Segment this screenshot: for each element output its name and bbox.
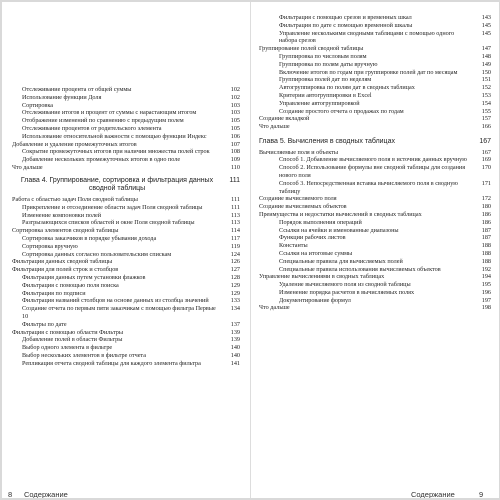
toc-entry-title: Управление автогруппировкой xyxy=(279,99,360,107)
toc-entry-page: 134 xyxy=(230,305,240,313)
toc-entry-page: 166 xyxy=(481,123,491,131)
toc-entry-title: Группировка полей дат по неделям xyxy=(279,76,372,84)
toc-entry-page: 139 xyxy=(230,328,240,336)
toc-entry[interactable] xyxy=(12,86,240,94)
toc-entry-title: Специальные правила использования вычисляемых объектов xyxy=(279,265,441,273)
toc-entry-page: 195 xyxy=(481,281,491,289)
toc-entry-page: 170 xyxy=(481,164,491,172)
chapter-title: Глава 5. Вычисления в сводных таблицах xyxy=(259,137,395,145)
toc-entry[interactable] xyxy=(12,141,240,149)
toc-entry[interactable] xyxy=(259,242,491,250)
toc-entry[interactable] xyxy=(259,61,491,69)
toc-entry[interactable] xyxy=(259,76,491,84)
toc-entry-page: 171 xyxy=(481,179,491,187)
toc-entry-title: Фильтрация названий столбцов на основе данных из столбца значений xyxy=(22,297,209,305)
toc-entry-title: Сокрытие промежуточных итогов при наличии множества полей строк xyxy=(22,148,210,156)
toc-entry-page: 141 xyxy=(230,359,240,367)
toc-entry[interactable] xyxy=(12,258,240,266)
toc-entry[interactable] xyxy=(259,115,491,123)
toc-entry[interactable] xyxy=(12,109,240,117)
toc-entry[interactable] xyxy=(259,289,491,297)
toc-entry-page: 188 xyxy=(481,257,491,265)
toc-entry-title: Группирование полей сводной таблицы xyxy=(259,45,364,53)
toc-entry[interactable] xyxy=(12,235,240,243)
toc-entry-page: 143 xyxy=(481,14,491,21)
toc-entry[interactable] xyxy=(12,204,240,212)
toc-entry[interactable] xyxy=(12,336,240,344)
toc-entry-page: 102 xyxy=(230,93,240,101)
toc-entry-page: 140 xyxy=(230,351,240,359)
toc-entry-page: 103 xyxy=(230,109,240,117)
toc-entry[interactable] xyxy=(12,164,240,172)
toc-entry[interactable] xyxy=(259,211,491,219)
toc-entry[interactable] xyxy=(12,360,240,368)
toc-entry[interactable] xyxy=(259,250,491,258)
toc-entry[interactable] xyxy=(12,94,240,102)
toc-entry-page: 137 xyxy=(230,320,240,328)
toc-entry-page: 127 xyxy=(230,266,240,274)
toc-entry-title: Константы xyxy=(279,242,308,250)
toc-entry-title: Добавление нескольких промежуточных итогов в одно поле xyxy=(22,156,181,164)
toc-entry-title: Прикрепление и отсоединение области задач Поля сводной таблицы xyxy=(22,203,203,211)
toc-entry-title: Отслеживание итогов и процент от суммы с нарастающим итогом xyxy=(22,109,197,117)
toc-entry-page: 110 xyxy=(230,163,240,171)
toc-entry-title: Группировка по полям даты вручную xyxy=(279,60,378,68)
toc-entry[interactable] xyxy=(12,243,240,251)
toc-entry[interactable] xyxy=(259,304,491,312)
toc-entry-page: 172 xyxy=(481,195,491,203)
toc-entry-title: Документирование формул xyxy=(279,296,351,304)
toc-entry[interactable] xyxy=(259,266,491,274)
toc-entry-title: Использование относительной важности с помощью функции Индекс xyxy=(22,132,207,140)
toc-entry[interactable] xyxy=(259,100,491,108)
toc-entry-page: 196 xyxy=(481,288,491,296)
toc-entry-title: Управление несколькими сводными таблицами с помощью одного набора срезов xyxy=(279,29,455,45)
toc-entry-title: Фильтрация по дате с помощью временной шкалы xyxy=(279,21,413,29)
chapter-title: Глава 4. Группирование, сортировка и фильтрация данных сводной таблицы xyxy=(20,176,214,193)
toc-entry-page: 114 xyxy=(230,227,240,235)
toc-entry[interactable] xyxy=(259,53,491,61)
toc-entry-page: 113 xyxy=(230,211,240,219)
toc-entry-title: Фильтрация по подписи xyxy=(22,289,86,297)
toc-entry-page: 128 xyxy=(230,273,240,281)
toc-entry-page: 149 xyxy=(481,60,491,68)
toc-entry-title: Сортировка данных согласно пользовательским спискам xyxy=(22,250,172,258)
toc-entry-page: 157 xyxy=(481,115,491,123)
toc-entry[interactable] xyxy=(259,219,491,227)
toc-entry-title: Добавление и удаление промежуточных итогов xyxy=(12,140,137,148)
toc-entry[interactable] xyxy=(12,282,240,290)
toc-entry-page: 150 xyxy=(481,68,491,76)
toc-entry-page: 194 xyxy=(481,273,491,281)
toc-entry[interactable] xyxy=(259,84,491,92)
toc-entry-title: Специальные правила для вычисляемых полей xyxy=(279,257,403,265)
toc-entry-title: Фильтрация с помощью поля поиска xyxy=(22,281,119,289)
toc-entry[interactable] xyxy=(12,148,240,156)
toc-entry[interactable] xyxy=(12,274,240,282)
toc-entry-page: 129 xyxy=(230,281,240,289)
toc-entry-title: Создание отчета по первым пяти заказчикам с помощью фильтра Первые 10 xyxy=(22,305,216,320)
toc-entry-page: 117 xyxy=(230,234,240,242)
toc-entry-page: 108 xyxy=(230,148,240,156)
toc-entry[interactable] xyxy=(12,196,240,204)
toc-entry[interactable] xyxy=(12,102,240,110)
toc-entry-title: Ссылки на ячейки и именованные диапазоны xyxy=(279,226,399,234)
toc-entry-title: Выбор одного элемента в фильтре xyxy=(22,344,113,352)
toc-entry[interactable] xyxy=(259,203,491,211)
toc-entry-page: 126 xyxy=(230,258,240,266)
toc-entry-page: 119 xyxy=(230,242,240,250)
toc-entry-title: Фильтрация для полей строк и столбцов xyxy=(12,266,119,274)
toc-entry[interactable] xyxy=(12,352,240,360)
left-toc xyxy=(12,86,240,367)
toc-entry-page: 167 xyxy=(481,148,491,156)
toc-entry-title: Что дальше xyxy=(259,304,290,312)
toc-entry-page: 145 xyxy=(481,29,491,37)
chapter-page: 167 xyxy=(479,137,491,145)
toc-entry-page: 188 xyxy=(481,249,491,257)
toc-entry[interactable] xyxy=(12,329,240,337)
right-toc xyxy=(259,14,491,312)
toc-entry[interactable] xyxy=(259,108,491,116)
toc-entry-page: 102 xyxy=(230,86,240,93)
toc-entry-page: 153 xyxy=(481,91,491,99)
toc-entry-page: 111 xyxy=(231,203,240,211)
toc-entry-title: Разгрызающихся списков областей и окне Поля сводной таблицы xyxy=(22,219,195,227)
toc-entry-title: Что дальше xyxy=(259,123,290,131)
toc-entry-title: Работа с областью задач Поля сводной таблицы xyxy=(12,195,138,203)
toc-entry-page: 145 xyxy=(481,21,491,29)
toc-entry-title: Сортировка элементов сводной таблицы xyxy=(12,227,119,235)
toc-entry-title: Фильтры по дате xyxy=(22,320,67,328)
toc-entry-page: 109 xyxy=(230,156,240,164)
toc-entry-title: Порядок выполнения операций xyxy=(279,218,362,226)
toc-entry[interactable] xyxy=(259,149,491,157)
right-page xyxy=(250,2,499,498)
toc-entry-page: 154 xyxy=(481,99,491,107)
toc-entry-page: 180 xyxy=(481,203,491,211)
page-number: 9 xyxy=(479,490,484,498)
toc-entry[interactable] xyxy=(12,227,240,235)
toc-entry-page: 169 xyxy=(481,156,491,164)
toc-entry-page: 187 xyxy=(481,234,491,242)
toc-entry-page: 129 xyxy=(230,289,240,297)
toc-entry-title: Что дальше xyxy=(12,163,43,171)
toc-entry[interactable] xyxy=(259,258,491,266)
toc-entry[interactable] xyxy=(259,227,491,235)
toc-entry[interactable] xyxy=(12,156,240,164)
toc-entry[interactable] xyxy=(12,321,240,329)
toc-entry-title: Создание простого отчета о продажах по годам xyxy=(279,107,404,115)
toc-entry-title: Добавление полей в области Фильтры xyxy=(22,336,123,344)
toc-entry[interactable] xyxy=(12,266,240,274)
toc-entry[interactable] xyxy=(259,69,491,77)
left-page xyxy=(2,2,250,498)
toc-entry-title: Функции рабочих листов xyxy=(279,234,346,242)
running-header: Содержание xyxy=(24,490,68,498)
toc-entry[interactable] xyxy=(259,180,491,196)
toc-entry-page: 140 xyxy=(230,344,240,352)
toc-entry[interactable] xyxy=(259,123,491,131)
toc-entry-page: 186 xyxy=(481,210,491,218)
toc-entry[interactable] xyxy=(12,297,240,305)
toc-entry-page: 192 xyxy=(481,265,491,273)
toc-entry[interactable] xyxy=(259,22,491,30)
toc-entry-page: 107 xyxy=(230,140,240,148)
toc-entry[interactable] xyxy=(12,251,240,259)
toc-entry-page: 152 xyxy=(481,84,491,92)
toc-entry-title: Вычисляемые поля и объекты xyxy=(259,148,338,156)
toc-entry-title: Сортировка вручную xyxy=(22,242,78,250)
toc-entry-title: Сортировка заказчиков в порядке убывания дохода xyxy=(22,234,157,242)
toc-entry-title: Сортировка xyxy=(22,101,54,109)
chapter-heading[interactable] xyxy=(12,177,240,194)
toc-entry-page: 105 xyxy=(230,117,240,125)
toc-entry-title: Изменение компоновки полей xyxy=(22,211,102,219)
toc-entry[interactable] xyxy=(12,133,240,141)
toc-entry-page: 139 xyxy=(230,336,240,344)
toc-entry-page: 198 xyxy=(481,304,491,312)
toc-entry-title: Отслеживание процентов от родительского элемента xyxy=(22,124,162,132)
toc-entry[interactable] xyxy=(12,219,240,227)
toc-entry-page: 105 xyxy=(230,124,240,132)
toc-entry[interactable] xyxy=(259,45,491,53)
toc-entry-title: Удаление вычисляемого поля из сводной таблицы xyxy=(279,281,411,289)
toc-entry-page: 133 xyxy=(230,297,240,305)
toc-entry-title: Отслеживание процента от общей суммы xyxy=(22,86,132,93)
chapter-page: 111 xyxy=(229,176,240,184)
toc-entry-title: Фильтрация с помощью срезов и временных шкал xyxy=(279,14,412,21)
toc-entry-page: 148 xyxy=(481,52,491,60)
toc-entry-title: Ссылки на итоговые суммы xyxy=(279,249,353,257)
toc-entry[interactable] xyxy=(259,281,491,289)
toc-entry-title: Репликация отчета сводной таблицы для каждого элемента фильтра xyxy=(22,359,201,367)
toc-entry-title: Фильтрация с помощью области Фильтры xyxy=(12,328,123,336)
chapter-heading[interactable] xyxy=(259,138,491,147)
toc-entry-title: Преимущества и недостатки вычислений в сводных таблицах xyxy=(259,210,422,218)
toc-entry-page: 147 xyxy=(481,45,491,53)
toc-entry[interactable] xyxy=(12,305,240,321)
toc-entry[interactable] xyxy=(12,290,240,298)
toc-entry-page: 151 xyxy=(481,76,491,84)
toc-entry-title: Создание вычисляемого поля xyxy=(259,195,337,203)
toc-entry[interactable] xyxy=(259,30,491,46)
toc-entry-title: Фильтрация данных сводной таблицы xyxy=(12,258,113,266)
toc-entry-title: Критерии автогруппировки в Excel xyxy=(279,91,372,99)
toc-entry-title: Способ 3. Непосредственная вставка вычисляемого поля в сводную таблицу xyxy=(279,179,458,195)
toc-entry[interactable] xyxy=(259,156,491,164)
toc-entry[interactable] xyxy=(259,92,491,100)
toc-entry-page: 103 xyxy=(230,101,240,109)
running-header: Содержание xyxy=(411,490,455,498)
toc-entry[interactable] xyxy=(12,125,240,133)
toc-entry-title: Выбор нескольких элементов в фильтре отчета xyxy=(22,351,146,359)
toc-entry[interactable] xyxy=(12,117,240,125)
toc-entry[interactable] xyxy=(259,195,491,203)
toc-entry-page: 111 xyxy=(231,195,240,203)
toc-entry-title: Управление вычислениями в сводных таблицах xyxy=(259,273,385,281)
toc-entry-title: Способ 1. Добавление вычисляемого поля в источник данных вручную xyxy=(279,156,467,164)
toc-entry-page: 197 xyxy=(481,296,491,304)
toc-entry-page: 187 xyxy=(481,226,491,234)
toc-entry-title: Способ 2. Использование формулы вне сводной таблицы для создания нового поля xyxy=(279,164,466,179)
toc-entry-title: Фильтрация данных путем установки флажков xyxy=(22,273,146,281)
toc-entry-title: Группировка по числовым полям xyxy=(279,52,367,60)
toc-entry-title: Создание вычисляемых объектов xyxy=(259,203,347,211)
toc-entry[interactable] xyxy=(259,273,491,281)
toc-entry[interactable] xyxy=(259,14,491,22)
toc-entry-page: 186 xyxy=(481,218,491,226)
page-number: 8 xyxy=(8,490,13,498)
toc-entry[interactable] xyxy=(12,344,240,352)
book-spread xyxy=(2,2,498,498)
toc-entry-page: 155 xyxy=(481,107,491,115)
toc-entry[interactable] xyxy=(259,297,491,305)
toc-entry-title: Включение итогов по годам при группировке полей дат по месяцам xyxy=(279,68,458,76)
toc-entry[interactable] xyxy=(259,164,491,180)
toc-entry-page: 124 xyxy=(230,250,240,258)
toc-entry[interactable] xyxy=(12,212,240,220)
toc-entry-page: 188 xyxy=(481,242,491,250)
toc-entry-page: 113 xyxy=(230,219,240,227)
toc-entry-title: Использование функции Доля xyxy=(22,93,102,101)
toc-entry-title: Создание вкладкой xyxy=(259,115,310,123)
toc-entry[interactable] xyxy=(259,234,491,242)
toc-entry-title: Изменение порядка расчетов в вычисляемых полях xyxy=(279,288,415,296)
toc-entry-title: Отображение изменений по сравнению с предыдущим полем xyxy=(22,117,184,125)
toc-entry-title: Автогруппировка по полям дат в сводных таблицах xyxy=(279,84,415,92)
toc-entry-page: 106 xyxy=(230,132,240,140)
